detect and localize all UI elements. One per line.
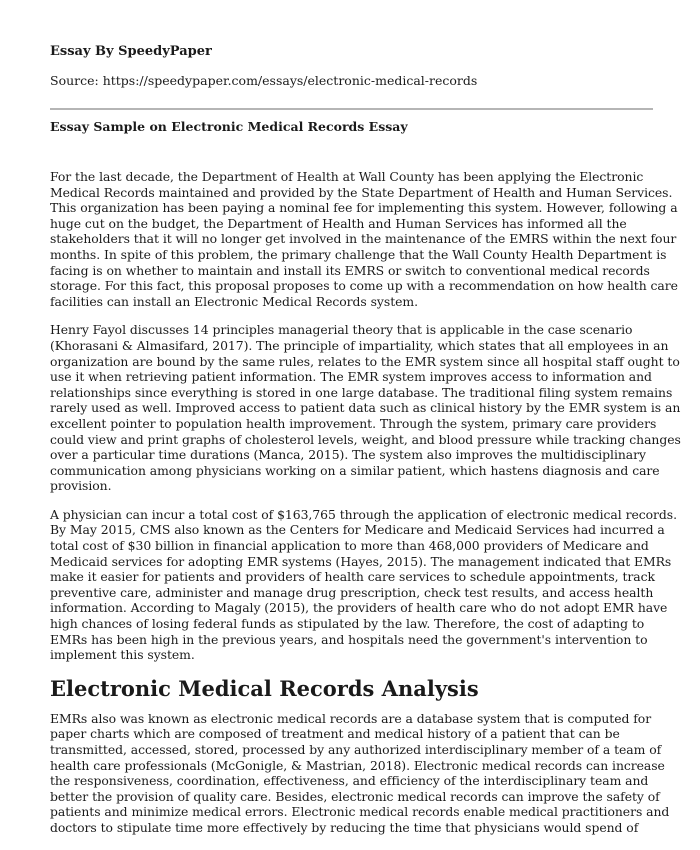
paragraph-line: the responsiveness, coordination, effectiveness, and efficiency of the interdisciplinary team and [50,773,649,789]
paragraph-line: over a particular time durations (Manca, 2015). The system also improves the multidisciplinary [50,447,646,463]
paragraph-line: months. In spite of this problem, the primary challenge that the Wall County Health Department is [50,246,667,262]
paragraph-line: paper charts which are composed of treatment and medical history of a patient that can be [50,726,620,742]
paragraph-line: doctors to stipulate time more effectively by reducing the time that physicians would spend of [50,819,639,835]
paragraph-line: transmitted, accessed, stored, processed by any authorized interdisciplinary member of a team of [50,742,662,757]
document-author-title: Essay By SpeedyPaper [50,44,212,59]
paragraph-line: storage. For this fact, this proposal proposes to come up with a recommendation on how health care [50,278,678,294]
essay-body [50,169,681,849]
paragraph-line: patients and minimize medical errors. Electronic medical records enable medical practitioners and [50,804,670,820]
header-divider [50,108,653,110]
paragraph-line: facilities can install an Electronic Medical Records system. [50,293,418,309]
paragraph-line: facing is on whether to maintain and install its EMRS or switch to conventional medical records [50,262,650,278]
paragraph [50,322,681,494]
paragraph-line: health care professionals (McGonigle, & Mastrian, 2018). Electronic medical records can increase [50,757,665,773]
paragraph-line: information. According to Magaly (2015), the providers of health care who do not adopt EMR have [50,600,668,616]
document-source-line: Source: https://speedypaper.com/essays/electronic-medical-records [50,73,478,88]
paragraph-line: EMRs also was known as electronic medical records are a database system that is computed for [50,710,652,726]
section-heading: Electronic Medical Records Analysis [50,675,479,701]
paragraph [50,711,668,836]
paragraph-line: rarely used as well. Improved access to patient data such as clinical history by the EMR system is an [50,400,681,416]
paragraph-line: provision. [50,478,112,494]
paragraph-line: Henry Fayol discusses 14 principles managerial theory that is applicable in the case scenario [50,322,633,338]
paragraph-line: relationships since everything is stored in one large database. The traditional filing system remains [50,384,673,400]
paragraph-line: This organization has been paying a nominal fee for implementing this system. However, following a [50,200,678,216]
paragraph-line: Medicaid services for adopting EMR systems (Hayes, 2015). The management indicated that EMRs [50,553,672,569]
paragraph-line: By May 2015, CMS also known as the Centers for Medicare and Medicaid Services had incurred a [50,522,665,538]
paragraph-line: stakeholders that it will no longer get involved in the maintenance of the EMRS within the next four [50,231,677,247]
paragraph-line: Medical Records maintained and provided by the State Department of Health and Human Services. [50,184,673,200]
paragraph-line: could view and print graphs of cholesterol levels, weight, and blood pressure while tracking changes [50,431,681,447]
paragraph-line: For the last decade, the Department of Health at Wall County has been applying the Electronic [50,169,644,184]
paragraph-line: better the provision of quality care. Besides, electronic medical records can improve the safety of [50,788,660,804]
paragraph-line: high chances of losing federal funds as stipulated by the law. Therefore, the cost of adapting to [50,616,645,632]
paragraph-line: A physician can incur a total cost of $163,765 through the application of electronic medical records. [50,506,677,522]
paragraph-line: use it when retrieving patient information. The EMR system improves access to information and [50,369,652,385]
paragraph-line: make it easier for patients and providers of health care services to schedule appointments, track [50,569,655,585]
paragraph-line: organization are bound by the same rules, relates to the EMR system since all hospital staff ought to [50,353,680,369]
paragraph-line: total cost of $30 billion in financial application to more than 468,000 providers of Medicare and [50,538,649,554]
paragraph-line: communication among physicians working on a similar patient, which hastens diagnosis and care [50,462,660,478]
section-paragraphs [50,711,668,836]
intro-paragraphs [50,169,681,663]
paragraph-line: preventive care, administer and manage drug prescription, check test results, and access health [50,584,654,600]
paragraph [50,169,678,309]
paragraph-line: EMRs has been high in the previous years, and hospitals need the government's intervention to [50,631,648,647]
paragraph [50,506,677,663]
essay-title: Essay Sample on Electronic Medical Records Essay [50,119,408,134]
paragraph-line: implement this system. [50,647,195,663]
paragraph-line: (Khorasani & Almasifard, 2017). The principle of impartiality, which states that all employees in an [50,337,669,353]
paragraph-line: huge cut on the budget, the Department of Health and Human Services has informed all the [50,215,627,231]
paragraph-line: excellent pointer to population health improvement. Through the system, primary care providers [50,415,657,431]
